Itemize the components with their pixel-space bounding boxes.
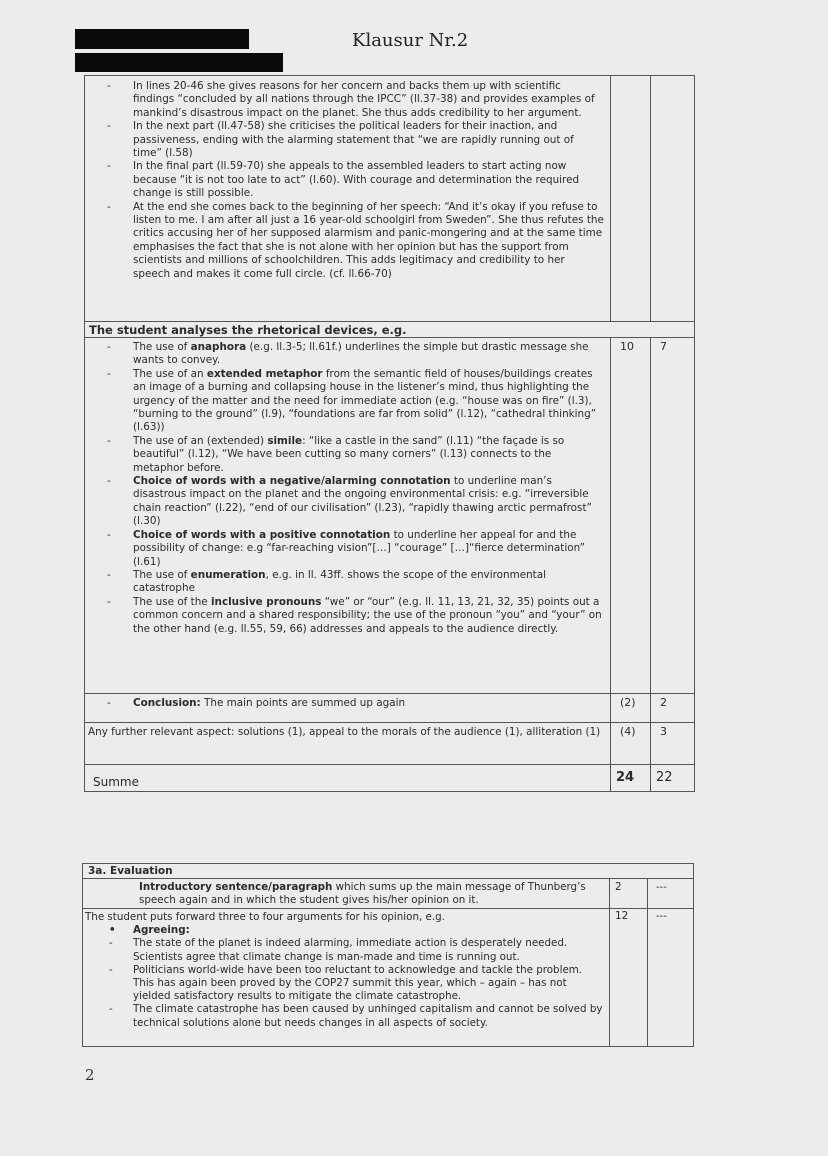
conclusion-row [85, 694, 695, 723]
args-max-points: 12 [610, 909, 648, 1047]
evaluation-intro: Introductory sentence/paragraph which sums up the main message of Thunberg’s speech again and in which the student gives his/her opinion on it. [83, 879, 610, 909]
rhetoric-max-points: 10 [611, 338, 651, 694]
conclusion-max-points: (2) [611, 694, 651, 723]
list-item: - The use of anaphora (e.g. ll.3-5; ll.61f.) underlines the simple but drastic message she wants to convey. [133, 341, 604, 368]
list-item: - The use of enumeration, e.g. in ll. 43ff. shows the scope of the environmental catastrophe [133, 569, 604, 596]
evaluation-heading: 3a. Evaluation [83, 864, 694, 879]
rhetoric-score: 7 [651, 338, 695, 694]
list-item: - Politicians world-wide have been too reluctant to acknowledge and tackle the problem. This has again been proved by the COP27 summit this year, which – again – has not yielded satisfactory results to mitigate the climate catastrophe. [133, 964, 603, 1004]
rhetoric-heading-row [85, 322, 695, 338]
list-item: - In the final part (ll.59-70) she appeals to the assembled leaders to start acting now because “it is not too late to act” (l.60). With courage and determination the required change is still possible. [133, 160, 604, 200]
evaluation-args-row [83, 909, 694, 1047]
intro-max-points: 2 [610, 879, 648, 909]
evaluation-heading-row [83, 864, 694, 879]
agreeing-label: • Agreeing: [133, 924, 603, 937]
rhetoric-heading: The student analyses the rhetorical devices, e.g. [85, 322, 695, 338]
list-item: - The climate catastrophe has been caused by unhinged capitalism and cannot be solved by technical solutions alone but needs changes in all aspects of society. [133, 1003, 603, 1029]
page-number: 2 [85, 1066, 95, 1084]
structure-row [85, 76, 695, 322]
redaction-bar-1 [75, 29, 249, 49]
summe-score: 22 [651, 765, 695, 792]
further-score: 3 [651, 723, 695, 765]
further-aspects: Any further relevant aspect: solutions (1), appeal to the morals of the audience (1), alliteration (1) [85, 723, 611, 765]
list-item: - The use of an extended metaphor from the semantic field of houses/buildings creates an image of a burning and collapsing house in the listener’s mind, thus highlighting the urgency of the matter and the need for immediate action (e.g. “house was on fire” (l.3), “burning to the ground” (l.9), “foundations are far from solid” (l.12), “cathedral thinking” (l.63)) [133, 368, 604, 435]
list-item: - Choice of words with a negative/alarming connotation to underline man’s disastrous impact on the planet and the ongoing environmental crisis: e.g. “irreversible chain reaction” (l.22), “end of our civilisation” (l.23), “rapidly thawing arctic permafrost” (l.30) [133, 475, 604, 529]
rhetoric-list [85, 341, 604, 636]
list-item: - At the end she comes back to the beginning of her speech: “And it’s okay if you refuse to listen to me. I am after all just a 16 year-old schoolgirl from Sweden”. She thus refutes the critics accusing her of her supposed alarmism and panic-mongering and at the same time emphasises the fact that she is not alone with her opinion but has the support from scientists and millions of schoolchildren. This adds legitimacy and credibility to her speech and makes it come full circle. (cf. ll.66-70) [133, 201, 604, 281]
intro-score: --- [648, 879, 694, 909]
args-score: --- [648, 909, 694, 1047]
evaluation-intro-row [83, 879, 694, 909]
list-item: - The use of an (extended) simile: “like a castle in the sand” (l.11) “the façade is so beautiful” (l.12), “We have been cutting so many corners” (l.13) connects to the metaphor before. [133, 435, 604, 475]
summe-max-points: 24 [611, 765, 651, 792]
list-item: - The use of the inclusive pronouns “we” or “our” (e.g. ll. 11, 13, 21, 32, 35) points out a common concern and a shared responsibility; the use of the pronoun “you” and “your” on the other hand (e.g. ll.55, 59, 66) addresses and appeals to the audience directly. [133, 596, 604, 636]
further-row [85, 723, 695, 765]
conclusion-score: 2 [651, 694, 695, 723]
structure-list [85, 80, 604, 281]
summe-label: Summe [85, 765, 611, 792]
further-max-points: (4) [611, 723, 651, 765]
list-item: - In lines 20-46 she gives reasons for her concern and backs them up with scientific findings “concluded by all nations through the IPCC” (ll.37-38) and provides examples of mankind’s disastrous impact on the planet. She thus adds credibility to her argument. [133, 80, 604, 120]
summe-row [85, 765, 695, 792]
rhetoric-row [85, 338, 695, 694]
list-item: - Choice of words with a positive connotation to underline her appeal for and the possibility of change: e.g “far-reaching vision”[…] “courage” […]“fierce determination” (l.61) [133, 529, 604, 569]
evaluation-table [82, 863, 694, 1047]
args-intro: The student puts forward three to four arguments for his opinion, e.g. [85, 911, 445, 923]
redaction-bar-2 [75, 53, 283, 72]
list-item: - In the next part (ll.47-58) she criticises the political leaders for their inaction, and passiveness, ending with the alarming statement that “we are rapidly running out of time” (l.58) [133, 120, 604, 160]
page-title: Klausur Nr.2 [352, 30, 469, 51]
list-item: - The state of the planet is indeed alarming, immediate action is desperately needed. Scientists agree that climate change is man-made and time is running out. [133, 937, 603, 963]
conclusion-item: - Conclusion: The main points are summed up again [133, 697, 604, 710]
marking-table [84, 75, 695, 792]
